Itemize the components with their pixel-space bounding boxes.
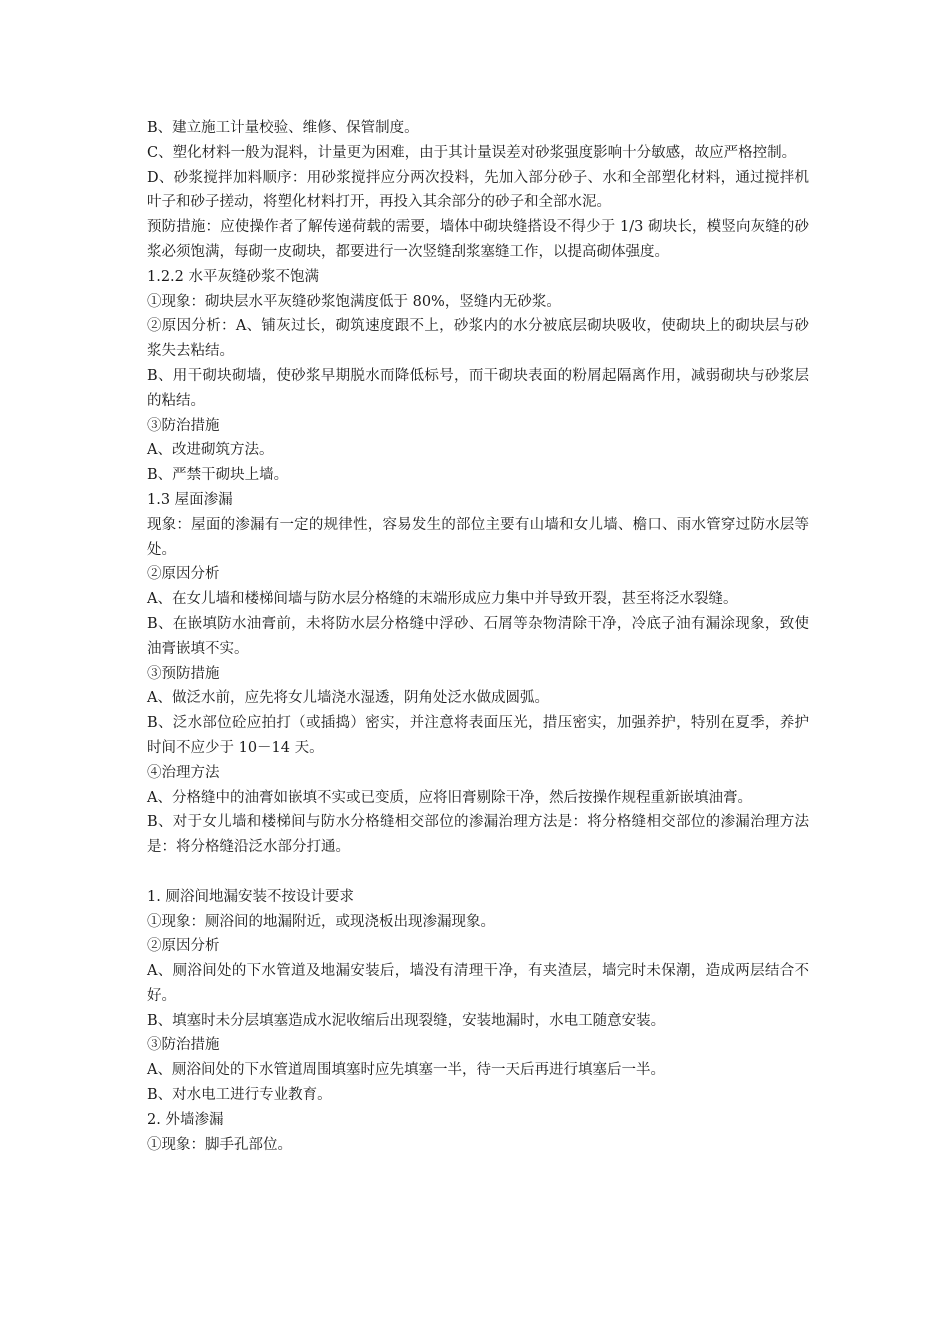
paragraph: ③防治措施 <box>147 1037 220 1054</box>
paragraph: B、泛水部位砼应拍打（或插捣）密实，并注意将表面压光，措压密实，加强养护，特别在夏季，养护时间不应少于 10－14 天。 <box>147 715 809 756</box>
paragraph: 预防措施：应使操作者了解传递荷载的需要，墙体中砌块缝搭设不得少于 1/3 砌块长，模竖向灰缝的砂浆必须饱满，每砌一皮砌块，都要进行一次竖缝刮浆塞缝工作，以提高砌体强度。 <box>147 219 809 260</box>
paragraph: B、建立施工计量校验、维修、保管制度。 <box>147 120 419 136</box>
paragraph: ②原因分析 <box>147 938 220 955</box>
paragraph: C、塑化材料一般为混料，计量更为困难，由于其计量误差对砂浆强度影响十分敏感，故应严格控制。 <box>147 144 797 161</box>
document-body <box>147 116 809 1157</box>
section-heading: 1.3 屋面渗漏 <box>147 491 233 508</box>
paragraph: B、对水电工进行专业教育。 <box>147 1087 332 1104</box>
paragraph: B、用干砌块砌墙，使砂浆早期脱水而降低标号，而干砌块表面的粉屑起隔离作用，减弱砌块与砂浆层的粘结。 <box>147 367 809 409</box>
paragraph: B、严禁干砌块上墙。 <box>147 467 289 484</box>
paragraph: B、对于女儿墙和楼梯间与防水分格缝相交部位的渗漏治理方法是：将分格缝相交部位的渗漏治理方法是：将分格缝沿泛水部分打通。 <box>147 814 809 856</box>
section-heading: 1. 厕浴间地漏安装不按设计要求 <box>147 888 354 905</box>
section-heading: 2. 外墙渗漏 <box>147 1111 224 1128</box>
blank-line <box>147 860 809 885</box>
paragraph: A、改进砌筑方法。 <box>147 442 274 459</box>
paragraph: ①现象：脚手孔部位。 <box>147 1136 292 1153</box>
paragraph: ①现象：厕浴间的地漏附近，或现浇板出现渗漏现象。 <box>147 913 495 930</box>
paragraph: B、在嵌填防水油膏前，未将防水层分格缝中浮砂、石屑等杂物清除干净，冷底子油有漏涂现象，致使油膏嵌填不实。 <box>147 615 809 657</box>
paragraph: ①现象：砌块层水平灰缝砂浆饱满度低于 80%，竖缝内无砂浆。 <box>147 293 561 310</box>
paragraph: ③防治措施 <box>147 417 220 434</box>
paragraph: 现象：屋面的渗漏有一定的规律性，容易发生的部位主要有山墙和女儿墙、檐口、雨水管穿过防水层等处。 <box>147 516 809 558</box>
paragraph: B、填塞时未分层填塞造成水泥收缩后出现裂缝，安装地漏时，水电工随意安装。 <box>147 1012 666 1029</box>
paragraph: A、在女儿墙和楼梯间墙与防水层分格缝的末端形成应力集中并导致开裂，甚至将泛水裂缝。 <box>147 591 738 608</box>
paragraph: A、分格缝中的油膏如嵌填不实或已变质，应将旧膏剔除干净，然后按操作规程重新嵌填油膏。 <box>147 789 752 806</box>
paragraph: ②原因分析 <box>147 566 220 583</box>
paragraph: D、砂浆搅拌加料顺序：用砂浆搅拌应分两次投料，先加入部分砂子、水和全部塑化材料，通过搅拌机叶子和砂子搓动，将塑化材料打开，再投入其余部分的砂子和全部水泥。 <box>147 169 809 211</box>
paragraph: ④治理方法 <box>147 764 220 781</box>
paragraph: ③预防措施 <box>147 665 220 682</box>
paragraph: ②原因分析：A、铺灰过长，砌筑速度跟不上，砂浆内的水分被底层砌块吸收，使砌块上的砌块层与砂浆失去粘结。 <box>147 318 809 360</box>
paragraph: A、厕浴间处的下水管道周围填塞时应先填塞一半，待一天后再进行填塞后一半。 <box>147 1062 665 1079</box>
paragraph: A、厕浴间处的下水管道及地漏安装后，墙没有清理干净，有夹渣层，墙完时未保潮，造成两层结合不好。 <box>147 963 809 1004</box>
section-heading: 1.2.2 水平灰缝砂浆不饱满 <box>147 268 320 285</box>
paragraph: A、做泛水前，应先将女儿墙浇水湿透，阴角处泛水做成圆弧。 <box>147 690 549 707</box>
